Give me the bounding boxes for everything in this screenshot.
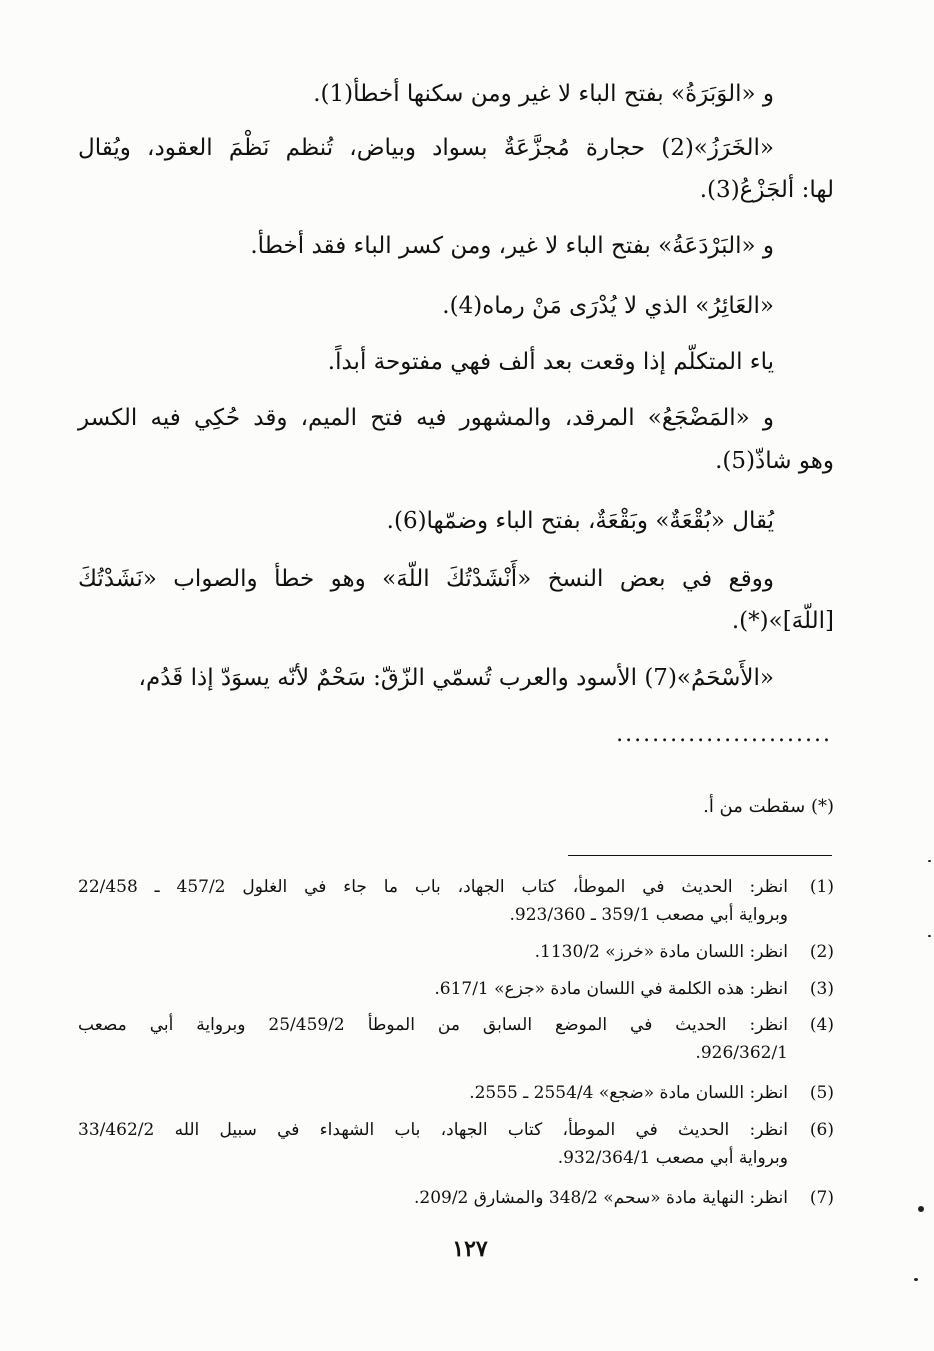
text-line: لها: ألجَزْعُ(3). [699, 177, 834, 203]
scan-speck [928, 935, 931, 937]
text-line: و «الوَبَرَةُ» بفتح الباء لا غير ومن سكنها أخطأ(1). [313, 81, 774, 107]
text-line: [اللّهَ]»(*). [731, 608, 834, 634]
scan-speck [914, 1278, 918, 1281]
scan-speck [918, 1206, 924, 1212]
text-line: «الأَسْحَمُ»(7) الأسود والعرب تُسمّي الزّقّ: سَحْمٌ لأنّه يسوَدّ إذا قَدُم، [138, 665, 774, 691]
text-line: و «البَرْدَعَةُ» بفتح الباء لا غير، ومن كسر الباء فقد أخطأ. [250, 233, 774, 259]
star-note: (*) سقطت من أ. [703, 796, 834, 817]
scan-speck [928, 860, 931, 862]
text-line: وهو شاذّ(5). [715, 448, 834, 474]
footnote-text: انظر: اللسان مادة «خرز» 1130/2. [534, 942, 788, 962]
footnote-divider [568, 855, 832, 856]
text-line: ووقع في بعض النسخ «أَنْشَدْتُكَ اللّهَ» وهو خطأ والصواب «نَشَدْتُكَ [78, 566, 774, 592]
text-line: ياء المتكلّم إذا وقعت بعد ألف فهي مفتوحة أبداً. [327, 349, 774, 375]
footnote-text: انظر: النهاية مادة «سحم» 348/2 والمشارق 209/2. [413, 1188, 788, 1208]
text-line: «الخَرَزُ»(2) حجارة مُجزَّعَةٌ بسواد وبياض، تُنظم نَظْمَ العقود، ويُقال [78, 135, 774, 161]
footnote-number: (1) [809, 877, 834, 897]
footnote-number: (5) [809, 1083, 834, 1103]
text-line: و «المَضْجَعُ» المرقد، والمشهور فيه فتح الميم، وقد حُكِي فيه الكسر [78, 405, 774, 431]
footnote-text: انظر: الحديث في الموضع السابق من الموطأ 25/459/2 وبرواية أبي مصعب [78, 1015, 788, 1035]
page-number: ١٢٧ [452, 1236, 488, 1262]
text-line: يُقال «بُقْعَةٌ» وبَقْعَةٌ، بفتح الباء وضمّها(6). [386, 508, 774, 534]
footnote-text-continued: وبرواية أبي مصعب 932/364/1. [557, 1148, 788, 1168]
footnote-text-continued: وبرواية أبي مصعب 359/1 ـ 923/360. [509, 905, 788, 925]
footnote-number: (4) [809, 1015, 834, 1035]
footnote-number: (3) [809, 979, 834, 999]
footnote-text-continued: 926/362/1. [695, 1043, 788, 1063]
footnote-text: انظر: الحديث في الموطأ، كتاب الجهاد، باب ما جاء في الغلول 457/2 ـ 22/458 [78, 877, 788, 897]
continuation-dots: ........................ [616, 722, 832, 747]
footnote-text: انظر: الحديث في الموطأ، كتاب الجهاد، باب الشهداء في سبيل الله 33/462/2 [78, 1120, 788, 1140]
footnote-number: (6) [809, 1120, 834, 1140]
footnote-text: انظر: هذه الكلمة في اللسان مادة «جزع» 617/1. [434, 979, 788, 999]
text-line: «العَائِرُ» الذي لا يُدْرَى مَنْ رماه(4). [442, 293, 774, 319]
footnote-number: (7) [809, 1188, 834, 1208]
footnote-number: (2) [809, 942, 834, 962]
footnote-text: انظر: اللسان مادة «ضجع» 2554/4 ـ 2555. [469, 1083, 788, 1103]
